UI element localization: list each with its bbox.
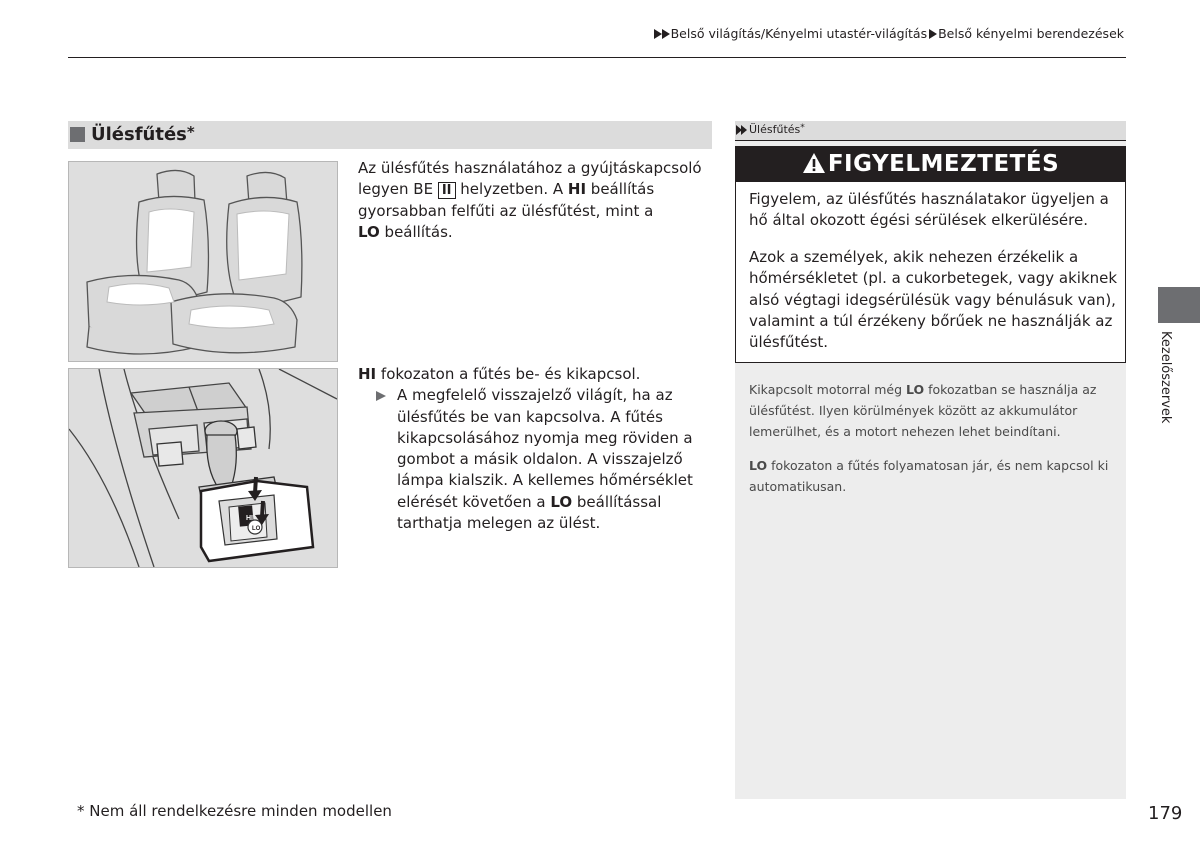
- chapter-tab: [1158, 287, 1200, 323]
- ignition-position-symbol: II: [438, 182, 456, 199]
- reference-arrow-icon: [376, 391, 386, 401]
- breadcrumb-arrow-icon: [929, 29, 937, 39]
- footnote: * Nem áll rendelkezésre minden modellen: [77, 802, 392, 820]
- note1-text-2: fokozatban se használja az ülésfűtést. Ilyen körülmények között az akkumulátor lemerülhet, és a motort nehezen lehet beindítani.: [749, 382, 1097, 439]
- hi-setting-paragraph: [358, 364, 714, 534]
- page-number: 179: [1148, 803, 1183, 824]
- switch-hi-label: HI: [246, 515, 253, 522]
- lo-setting-label: LO: [905, 382, 925, 397]
- section-title: Ülésfűtés: [91, 124, 187, 145]
- breadcrumb-level2: Belső kényelmi berendezések: [938, 26, 1124, 41]
- intro-text-2: helyzetben. A: [455, 180, 568, 199]
- side-header-title: Ülésfűtés: [749, 123, 801, 136]
- heading-square-icon: [70, 127, 85, 142]
- switch-lo-label: LO: [252, 526, 261, 532]
- hi-detail-text-1: A megfelelő visszajelző világít, ha az ülésfűtés be van kapcsolva. A fűtés kikapcsolásához nyomja meg röviden a gombot a másik oldalon. A visszajelző lámpa kialszik. A kellemes hőmérséklet elérését követően a: [397, 386, 693, 511]
- breadcrumb: [654, 26, 1126, 41]
- warning-title-bar: [736, 147, 1125, 182]
- side-note-2: [749, 456, 1114, 498]
- heated-seats-icon: [69, 162, 337, 361]
- side-header-rule: [735, 140, 1126, 141]
- warning-paragraph-1: Figyelem, az ülésfűtés használatakor ügyeljen a hő által okozott égési sérülések elkerülésére.: [749, 190, 1109, 230]
- breadcrumb-arrow-icon: [662, 29, 670, 39]
- note2-text: fokozaton a fűtés folyamatosan jár, és nem kapcsol ki automatikusan.: [749, 458, 1109, 494]
- intro-text-1: Az ülésfűtés használatához a gyújtáskapcsoló legyen BE: [358, 159, 702, 199]
- intro-paragraph: [358, 158, 708, 243]
- section-asterisk: *: [186, 123, 195, 141]
- warning-paragraph-2: Azok a személyek, akik nehezen érzékelik a hőmérsékletet (pl. a cukorbetegek, vagy akiknek alsó végtagi idegsérülésük vagy bénulásuk van), valamint a túl érzékeny bőrűek ne használják az ülésfűtést.: [749, 248, 1118, 352]
- hi-setting-label: HI: [567, 180, 587, 199]
- hi-setting-detail: [358, 385, 714, 534]
- breadcrumb-arrow-icon: [654, 29, 662, 39]
- breadcrumb-level1: Belső világítás/Kényelmi utastér-világítás: [670, 26, 928, 41]
- lo-setting-label: LO: [550, 492, 573, 511]
- lo-setting-label: LO: [358, 222, 380, 241]
- lo-setting-label: LO: [749, 458, 768, 473]
- console-switch-illustration: [68, 368, 338, 568]
- seat-heater-illustration: [68, 161, 338, 362]
- side-note-1: [749, 380, 1114, 442]
- section-heading: [68, 121, 712, 149]
- warning-triangle-icon: [802, 152, 826, 174]
- header-rule: [68, 57, 1126, 58]
- hi-detail-text-2: beállítással tarthatja melegen az ülést.: [397, 492, 662, 533]
- hi-setting-text: fokozaton a fűtés be- és kikapcsol.: [376, 365, 641, 383]
- side-header: [735, 121, 1126, 141]
- seat-heater-switch-icon: [69, 369, 337, 567]
- chapter-label: [1158, 331, 1178, 431]
- hi-setting-label: HI: [358, 365, 377, 383]
- side-header-arrow-icon: [741, 125, 747, 135]
- note1-text-1: Kikapcsolt motorral még: [749, 382, 906, 397]
- warning-title: FIGYELMEZTETÉS: [827, 151, 1060, 177]
- warning-box: [735, 146, 1126, 363]
- intro-text-3: beállítás gyorsabban felfűti az ülésfűtést, mint a: [358, 180, 655, 220]
- side-header-asterisk: *: [800, 123, 805, 133]
- chapter-label-text: Kezelőszervek: [1158, 331, 1173, 424]
- intro-text-4: beállítás.: [379, 222, 453, 241]
